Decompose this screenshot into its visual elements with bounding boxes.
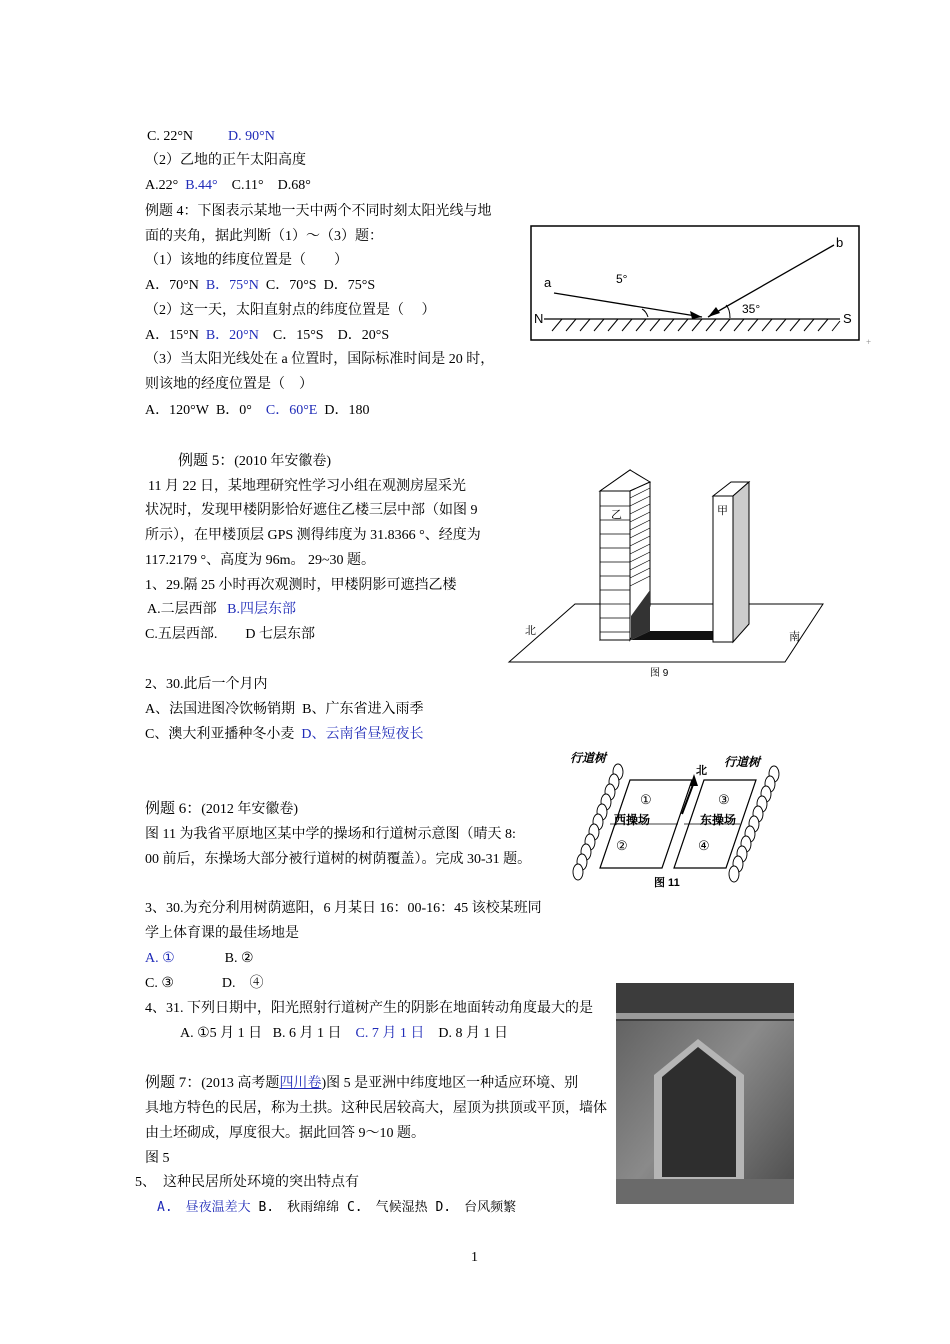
options-row: A. ① B. ② [145, 951, 254, 966]
example-7-title: 例题 7：(2013 高考题四川卷)图 5 是亚洲中纬度地区一种适应环境、别 [145, 1075, 579, 1091]
angle-5-label: 5° [616, 272, 628, 286]
question-text: 5、 这种民居所处环境的突出特点有 [135, 1175, 359, 1190]
example-7-text: 由土坯砌成，厚度很大。据此回答 9～10 题。 [145, 1126, 425, 1141]
south-label: S [843, 311, 852, 326]
example-6-title: 例题 6：(2012 年安徽卷) [145, 801, 299, 817]
sun-angle-figure [530, 225, 876, 349]
circle-1: ① [640, 792, 652, 807]
building-jia-label: 甲 [717, 505, 728, 517]
example-5-text: 所示），在甲楼顶层 GPS 测得纬度为 31.8366 °、经度为 [145, 528, 481, 543]
building-yi-label: 乙 [611, 509, 622, 521]
options-row: A、法国进图冷饮畅销期 B、广东省进入雨季 [145, 702, 424, 717]
example-7-text: 具地方特色的民居，称为土拱。这种民居较高大，屋顶为拱顶或平顶，墙体 [145, 1101, 607, 1116]
circle-2: ② [616, 838, 628, 853]
question-text: 1、29.隔 25 小时再次观测时，甲楼阴影可遮挡乙楼 [145, 578, 457, 593]
figure-label: 图 5 [145, 1151, 170, 1166]
question-text: 学上体育课的最佳场地是 [145, 926, 299, 941]
example-5-text: 状况时，发现甲楼阴影恰好遮住乙楼三层中部（如图 9 [145, 503, 478, 518]
west-field-label: 西操场 [614, 813, 651, 827]
playground-figure [560, 744, 788, 894]
question-text: （2）这一天，太阳直射点的纬度位置是（ ） [145, 303, 436, 318]
options-row: A．15°N B．20°N C．15°S D．20°S [145, 328, 390, 343]
north-label: 北 [696, 765, 707, 777]
earth-arch-house-photo [616, 983, 794, 1204]
option-c: C. 22°N [147, 129, 194, 144]
page-number: 1 [471, 1250, 478, 1265]
example-5-text: 117.2179 °、高度为 96m。 29~30 题。 [145, 553, 376, 568]
options-row: A．70°N B．75°N C．70°S D．75°S [145, 278, 376, 293]
options-row: A.二层西部 B.四层东部 [147, 602, 296, 617]
ray-b-label: b [836, 235, 844, 250]
example-5-text: 11 月 22 日，某地理研究性学习小组在观测房屋采光 [148, 479, 466, 494]
ray-a-label: a [544, 275, 552, 290]
question-text: 则该地的经度位置是（ ） [145, 377, 313, 392]
options-row: C. ③ D. ④ [145, 976, 264, 991]
question-text: （1）该地的纬度位置是（ ） [145, 253, 348, 268]
option-d: D. 90°N [228, 129, 275, 144]
question-text: （3）当太阳光线处在 a 位置时，国际标准时间是 20 时， [145, 352, 495, 367]
north-label: N [534, 311, 544, 326]
svg-text:+: + [866, 337, 872, 347]
options-row: A. ①5 月 1 日 B. 6 月 1 日 C. 7 月 1 日 D. 8 月 1 日 [180, 1026, 508, 1041]
figure-caption: 图 11 [654, 877, 680, 889]
example-6-text: 图 11 为我省平原地区某中学的操场和行道树示意图（晴天 8: [145, 827, 516, 842]
sichuan-paper-link[interactable]: 四川卷 [279, 1076, 322, 1091]
example-6-text: 00 前后，东操场大部分被行道树的树荫覆盖）。完成 30-31 题。 [145, 852, 532, 867]
question-text: （2）乙地的正午太阳高度 [145, 153, 306, 168]
circle-3: ③ [718, 792, 730, 807]
north-label: 北 [525, 625, 536, 637]
building-shadow-figure [505, 466, 827, 682]
options-row: A．120°W B．0° C．60°E D．180 [145, 403, 370, 418]
options-row: A. 昼夜温差大 B. 秋雨绵绵 C. 气候湿热 D. 台风频繁 [157, 1200, 517, 1215]
options-row: C、澳大利亚播种冬小麦 D、云南省昼短夜长 [145, 727, 424, 742]
circle-4: ④ [698, 838, 710, 853]
figure-caption: 图 9 [650, 668, 669, 679]
options-row: A.22° B.44° C.11° D.68° [145, 178, 311, 193]
east-field-label: 东操场 [700, 813, 737, 827]
example-4-intro-cont: 面的夹角，据此判断（1）～（3）题： [145, 229, 383, 244]
tree-label-right: 行道树 [724, 755, 761, 769]
question-text: 4、31. 下列日期中，阳光照射行道树产生的阴影在地面转动角度最大的是 [145, 1001, 593, 1016]
example-5-title: 例题 5：(2010 年安徽卷) [178, 453, 332, 469]
example-4-intro: 例题 4：下图表示某地一天中两个不同时刻太阳光线与地 [145, 204, 492, 219]
tree-label-left: 行道树 [570, 751, 607, 765]
south-label: 南 [789, 631, 800, 643]
question-text: 3、30.为充分利用树荫遮阳，6 月某日 16：00-16：45 该校某班同 [145, 901, 542, 916]
angle-35-label: 35° [742, 302, 761, 316]
options-row: C.五层西部. D 七层东部 [145, 627, 315, 642]
question-text: 2、30.此后一个月内 [145, 677, 268, 692]
